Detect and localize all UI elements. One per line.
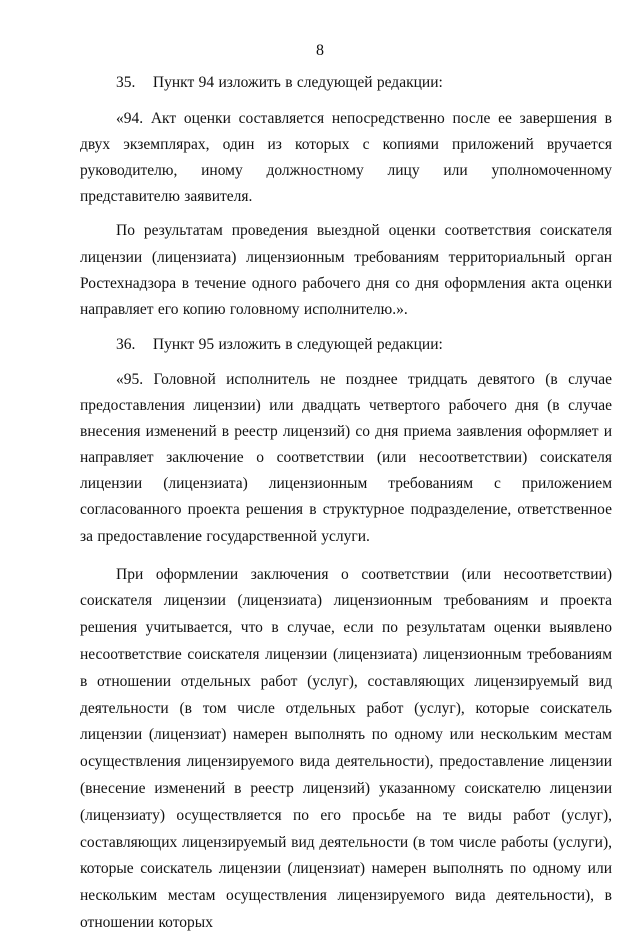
paragraph-item-36: 36. Пункт 95 изложить в следующей редакции: xyxy=(116,335,443,353)
paragraph-point-95-first: «95. Головной исполнитель не позднее тридцать девятого (в случае предоставления лицензии) или двадцать четвертого рабочего дня (в случае внесения изменений в реестр лицензий) со дня приема заявления оформляет и направляет заключение о соответствии (или несоответствии) соискателя лицензии (лицензиата) лицензионным требованиям с приложением согласованного проекта решения в структурное подразделение, ответственное за предоставление государственной услуги. xyxy=(80,370,612,545)
paragraph-point-94-second: По результатам проведения выездной оценки соответствия соискателя лицензии (лицензиата) лицензионным требованиям территориальный орган Ростехнадзора в течение одного рабочего дня со дня оформления акта оценки направляет его копию головному исполнителю.». xyxy=(80,222,612,318)
paragraph-item-35: 35. Пункт 94 изложить в следующей редакции: xyxy=(116,74,443,91)
page-number: 8 xyxy=(316,42,324,59)
paragraph-point-95-second: При оформлении заключения о соответствии (или несоответствии) соискателя лицензии (лицензиата) лицензионным требованиям и проекта решения учитывается, что в случае, если по результатам оценки выявлено несоответствие соискателя лицензии (лицензиата) лицензионным требованиям в отношении отдельных работ (услуг), составляющих лицензируемый вид деятельности (в том числе отдельных работ (услуг), которые соискатель лицензии (лицензиат) намерен выполнять по одному или нескольким местам осуществления лицензируемого вида деятельности), предоставление лицензии (внесение изменений в реестр лицензий) указанному соискателю лицензии (лицензиату) осуществляется по его просьбе на те виды работ (услуг), составляющих лицензируемый вид деятельности (в том числе работы (услуги), которые соискатель лицензии (лицензиат) намерен выполнять по одному или нескольким местам осуществления лицензируемого вида деятельности), в отношении которых xyxy=(80,565,612,931)
paragraph-point-94-first: «94. Акт оценки составляется непосредственно после ее завершения в двух экземплярах, один из которых с копиями приложений вручается руководителю, иному должностному лицу или уполномоченному представителю заявителя. xyxy=(80,110,612,206)
document-body xyxy=(80,70,612,937)
